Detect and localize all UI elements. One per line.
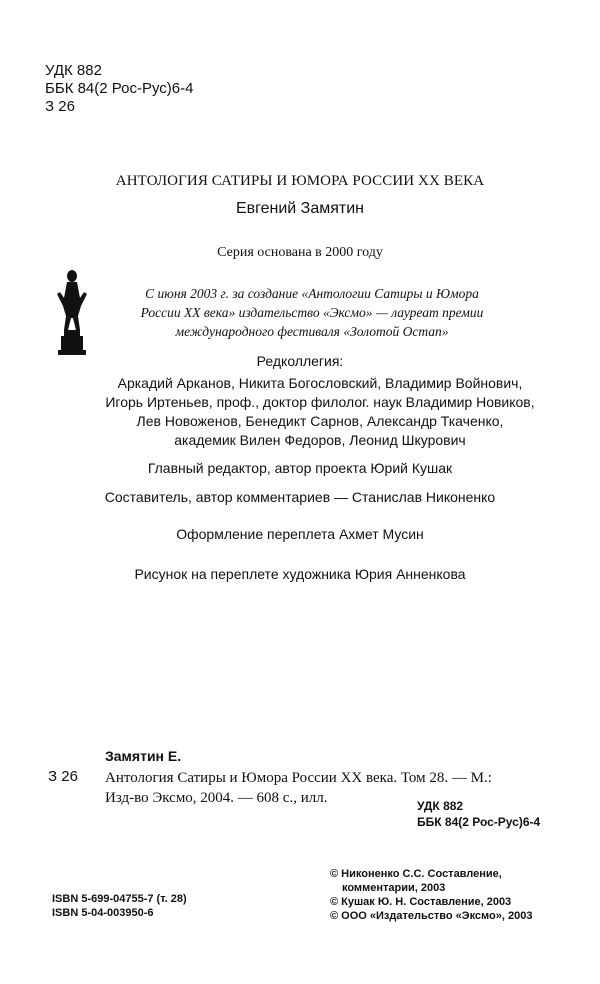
isbn-block	[52, 892, 187, 920]
bibliographic-udk: УДК 882	[417, 799, 464, 813]
copyright-line: © ООО «Издательство «Эксмо», 2003	[330, 910, 533, 922]
golden-ostap-statuette-icon	[50, 268, 94, 356]
author-name: Евгений Замятин	[235, 200, 365, 217]
bibliographic-classification	[417, 798, 540, 830]
isbn-series: ISBN 5-04-003950-6	[52, 907, 154, 919]
author-mark: З 26	[45, 98, 75, 115]
board-line: Игорь Иртеньев, проф., доктор филолог. наук Владимир Новиков,	[105, 394, 535, 410]
classification-codes	[45, 62, 193, 116]
board-line: академик Вилен Федоров, Леонид Шкурович	[174, 432, 466, 448]
chief-editor-credit: Главный редактор, автор проекта Юрий Кушак	[147, 460, 453, 476]
award-line: С июня 2003 г. за создание «Антологии Сатиры и Юмора	[145, 286, 479, 301]
book-title: АНТОЛОГИЯ САТИРЫ И ЮМОРА РОССИИ XX ВЕКА	[115, 173, 485, 189]
copyright-line: © Кушак Ю. Н. Составление, 2003	[330, 896, 512, 908]
award-line: России XX века» издательство «Эксмо» — лауреат премии	[140, 305, 484, 320]
award-note	[92, 284, 532, 341]
isbn-volume: ISBN 5-699-04755-7 (т. 28)	[52, 893, 187, 905]
series-note: Серия основана в 2000 году	[217, 245, 383, 260]
cover-art-credit: Рисунок на переплете художника Юрия Анненкова	[134, 566, 466, 582]
board-line: Лев Новоженов, Бенедикт Сарнов, Александр Ткаченко,	[136, 413, 504, 429]
bibliographic-line: Антология Сатиры и Юмора России XX века. Том 28. — М.:	[105, 770, 492, 786]
binding-design-credit: Оформление переплета Ахмет Мусин	[176, 526, 424, 542]
udk-code: УДК 882	[45, 62, 102, 79]
editorial-board-members	[40, 374, 600, 450]
board-line: Аркадий Арканов, Никита Богословский, Владимир Войнович,	[117, 375, 523, 391]
bibliographic-line: Изд-во Эксмо, 2004. — 608 с., илл.	[105, 790, 328, 806]
bbk-code: ББК 84(2 Рос-Рус)6-4	[45, 80, 194, 97]
bibliographic-code: З 26	[48, 768, 78, 785]
bibliographic-bbk: ББК 84(2 Рос-Рус)6-4	[417, 815, 541, 829]
bibliographic-author: Замятин Е.	[105, 748, 182, 764]
copyright-line: © Никоненко С.С. Составление,	[330, 868, 502, 880]
award-line: международного фестиваля «Золотой Остап»	[175, 324, 449, 339]
compiler-credit: Составитель, автор комментариев — Станислав Никоненко	[104, 489, 496, 505]
copyright-line: комментарии, 2003	[342, 882, 446, 894]
editorial-board-label: Редколлегия:	[256, 353, 344, 369]
copyright-block	[330, 867, 532, 923]
